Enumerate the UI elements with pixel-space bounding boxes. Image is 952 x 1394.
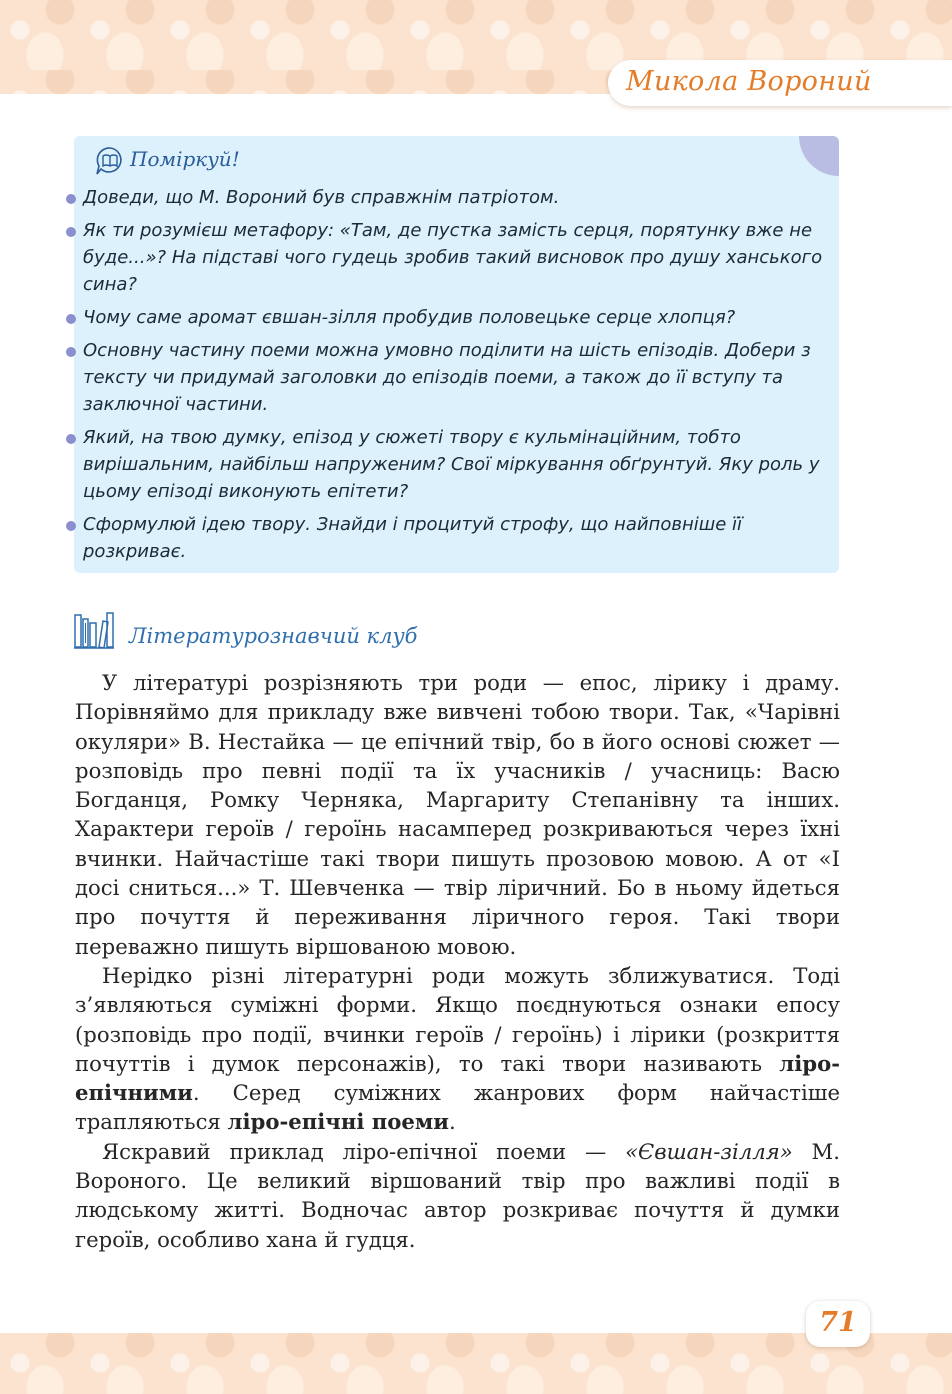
paragraph-3: [75, 1137, 840, 1254]
italic-title: «Євшан-зілля»: [625, 1138, 793, 1164]
bullet-icon: [66, 194, 76, 204]
text-run: М. Вороного. Це великий віршований твір про важливі події в людському житті. Водночас автор розкриває почуття й думки героїв, особливо хана й гудця.: [75, 1138, 840, 1252]
bullet-icon: [66, 347, 76, 357]
question-item: [66, 217, 841, 298]
author-name: Микола Вороний: [626, 66, 872, 97]
question-text: Доведи, що М. Вороний був справжнім патріотом.: [83, 187, 560, 208]
bullet-icon: [66, 227, 76, 237]
text-run: .: [449, 1109, 456, 1135]
text-run: Нерідко різні літературні роди можуть зближуватися. Тоді з’являються суміжні форми. Якщо поєднуються ознаки епосу (розповідь про події, вчинки героїв / героїнь) і лірики (розкриття почуттів і думок персонажів), то такі твори називають: [75, 962, 840, 1076]
think-title: Поміркуй!: [130, 147, 240, 171]
page-number: 71: [819, 1307, 857, 1338]
text-run: Яскравий приклад ліро-епічної поеми —: [102, 1138, 626, 1164]
question-item: [66, 304, 841, 331]
question-item: [66, 337, 841, 418]
question-text: Основну частину поеми можна умовно поділити на шість епізодів. Добери з тексту чи придумай заголовки до епізодів поеми, а також до її вступу та заключної частини.: [83, 340, 811, 415]
question-item: [66, 424, 841, 505]
bullet-icon: [66, 434, 76, 444]
question-text: Який, на твою думку, епізод у сюжеті твору є кульмінаційним, тобто вирішальним, найбільш напруженим? Свої міркування обґрунтуй. Яку роль у цьому епізоді виконують епітети?: [83, 427, 820, 502]
bullet-icon: [66, 314, 76, 324]
main-text: [75, 668, 840, 1254]
section-title: Літературознавчий клуб: [129, 624, 418, 648]
bold-term: ліро-епічні поеми: [227, 1109, 449, 1135]
question-item: [66, 184, 841, 211]
question-text: Як ти розумієш метафору: «Там, де пустка замість серця, порятунку вже не буде...»? На підставі чого гудець зробив такий висновок про душу ханського сина?: [83, 220, 823, 295]
question-list: [66, 184, 841, 571]
paragraph-2: [75, 961, 840, 1137]
text-run: . Серед суміжних жанрових форм найчастіше трапляються: [75, 1080, 840, 1135]
question-text: Сформулюй ідею твору. Знайди і процитуй строфу, що найповніше її розкриває.: [83, 514, 742, 562]
bookshelf-icon: [74, 611, 114, 649]
bullet-icon: [66, 521, 76, 531]
question-item: [66, 511, 841, 565]
paragraph-1: У літературі розрізняють три роди — епос, лірику і драму. Порівняймо для прикладу вже вивчені тобою твори. Так, «Чарівні окуляри» В. Нестайка — це епічний твір, бо в його основі сюжет — розповідь про певні події та їх учасників / учасниць: Васю Богданця, Ромку Черняка, Маргариту Степанівну та інших. Характери героїв / героїнь насамперед розкриваються через їхні вчинки. Найчастіше такі твори пишуть прозовою мовою. А от «І досі сниться...» Т. Шевченка — твір ліричний. Бо в ньому йдеться про почуття й переживання ліричного героя. Такі твори переважно пишуть віршованою мовою.: [75, 670, 840, 959]
book-speech-icon: [95, 146, 125, 176]
question-text: Чому саме аромат євшан-зілля пробудив половецьке серце хлопця?: [83, 307, 736, 328]
corner-decoration: [799, 136, 839, 176]
bold-term: ліро-епічними: [75, 1050, 840, 1106]
